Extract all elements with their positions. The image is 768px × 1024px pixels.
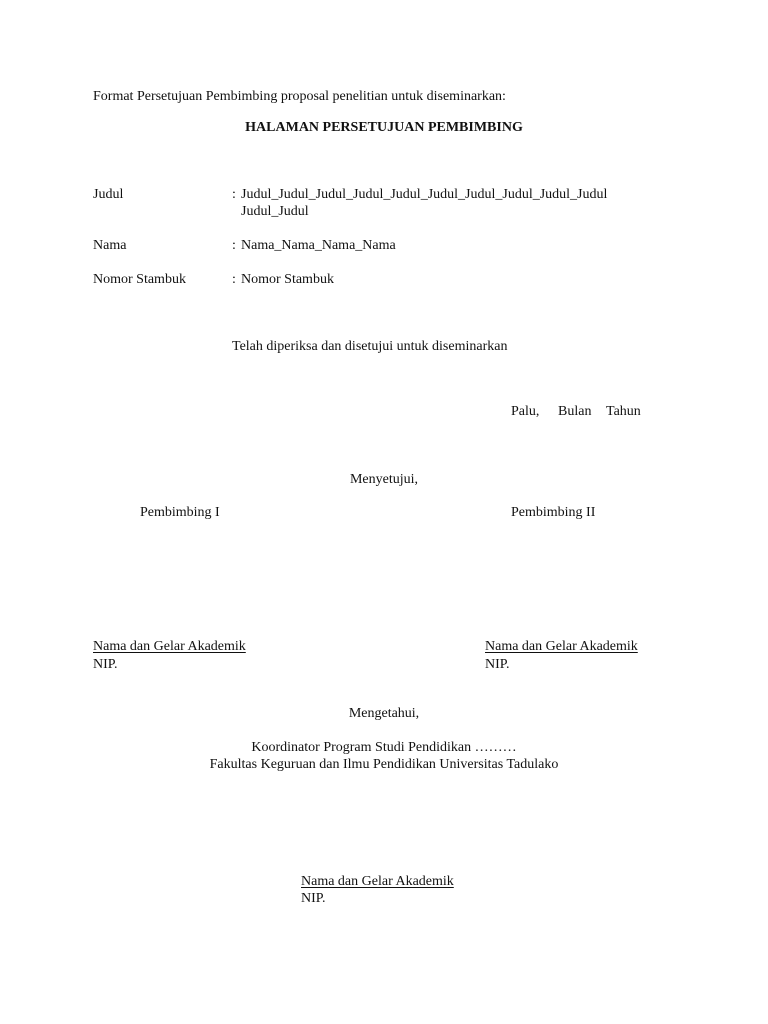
stambuk-colon: : (232, 272, 236, 287)
date-month: Bulan (558, 404, 592, 419)
stambuk-value: Nomor Stambuk (241, 272, 334, 287)
advisor-1-role: Pembimbing I (140, 505, 220, 520)
judul-value-line2: Judul_Judul (241, 204, 309, 219)
nama-value: Nama_Nama_Nama_Nama (241, 238, 396, 253)
date-place: Palu, (511, 404, 540, 419)
acknowledgement-heading: Mengetahui, (348, 706, 420, 721)
approval-heading: Menyetujui, (349, 472, 419, 487)
advisor-1-nip: NIP. (93, 657, 118, 672)
advisor-2-nip: NIP. (485, 657, 510, 672)
date-year: Tahun (606, 404, 641, 419)
judul-colon: : (232, 187, 236, 202)
nama-label: Nama (93, 238, 127, 253)
advisor-2-role: Pembimbing II (511, 505, 596, 520)
advisor-2-name: Nama dan Gelar Akademik (485, 639, 638, 654)
coordinator-line: Koordinator Program Studi Pendidikan ……… (251, 740, 517, 755)
page-title: HALAMAN PERSETUJUAN PEMBIMBING (245, 120, 523, 135)
intro-text: Format Persetujuan Pembimbing proposal penelitian untuk diseminarkan: (93, 89, 506, 104)
advisor-1-name: Nama dan Gelar Akademik (93, 639, 246, 654)
faculty-line: Fakultas Keguruan dan Ilmu Pendidikan Universitas Tadulako (209, 757, 559, 772)
stambuk-label: Nomor Stambuk (93, 272, 186, 287)
judul-value-line1: Judul_Judul_Judul_Judul_Judul_Judul_Judul_Judul_Judul_Judul (241, 187, 608, 202)
statement-text: Telah diperiksa dan disetujui untuk diseminarkan (232, 339, 508, 354)
judul-label: Judul (93, 187, 124, 202)
nama-colon: : (232, 238, 236, 253)
coordinator-nip: NIP. (301, 891, 326, 906)
coordinator-name: Nama dan Gelar Akademik (301, 874, 454, 889)
